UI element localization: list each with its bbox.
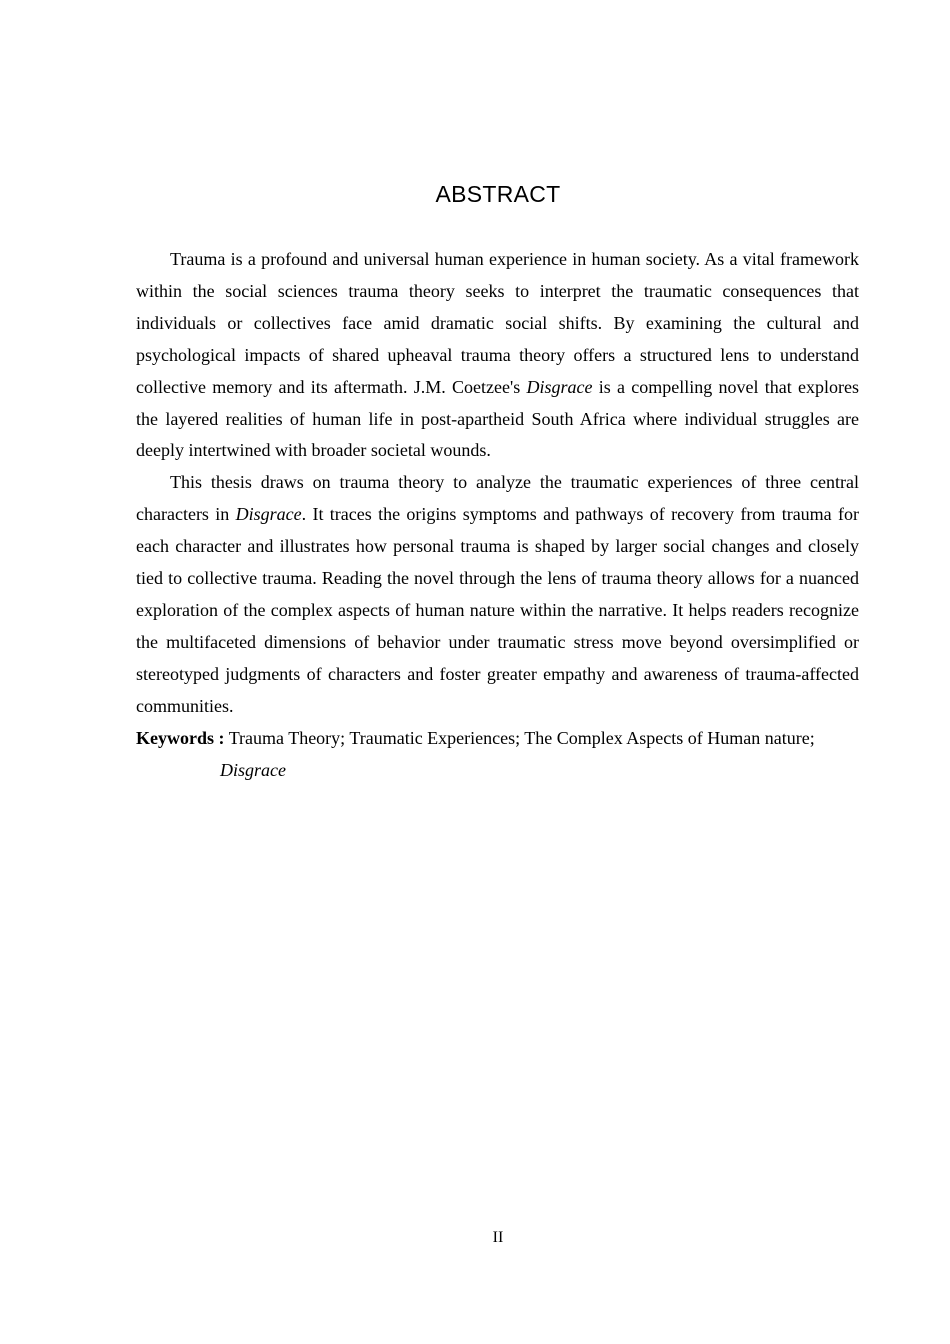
- keywords-label: Keywords :: [136, 727, 225, 748]
- paragraph-1-text-end: is a compelling novel that explores the layered realities of human life in post-apartheid South Africa where individual struggles are deeply intertwined with broader societal wounds.: [136, 376, 860, 461]
- abstract-heading: ABSTRACT: [435, 181, 561, 207]
- abstract-paragraph-2: [136, 467, 859, 722]
- keywords-novel-title: Disgrace: [220, 759, 286, 780]
- novel-title: Disgrace: [526, 376, 593, 397]
- paragraph-2-text-end: . It traces the origins symptoms and pathways of recovery from trauma for each character and illustrates how personal trauma is shaped by larger social changes and closely tied to collective trauma. Reading the novel through the lens of trauma theory allows for a nuanced exploration of the complex aspects of human nature within the narrative. It helps readers recognize the multifaceted dimensions of behavior under traumatic stress move beyond oversimplified or stereotyped judgments of characters and foster greater empathy and awareness of trauma-affected communities.: [136, 504, 859, 716]
- page-number: II: [492, 1229, 504, 1246]
- abstract-paragraph-1: [136, 244, 859, 467]
- paragraph-2-text-start: This thesis draws on trauma theory to analyze the traumatic experiences of three central characters in: [136, 472, 859, 525]
- abstract-body: [136, 244, 859, 786]
- novel-title: Disgrace: [235, 504, 302, 525]
- keywords-line: [136, 723, 859, 755]
- keywords-text: Trauma Theory; Traumatic Experiences; The Complex Aspects of Human nature;: [228, 727, 815, 748]
- paragraph-1-text-start: Trauma is a profound and universal human experience in human society. As a vital framework within the social sciences trauma theory seeks to interpret the traumatic consequences that individuals or collectives face amid dramatic social shifts. By examining the cultural and psychological impacts of shared upheaval trauma theory offers a structured lens to understand collective memory and its aftermath. J.M. Coetzee's: [136, 249, 859, 397]
